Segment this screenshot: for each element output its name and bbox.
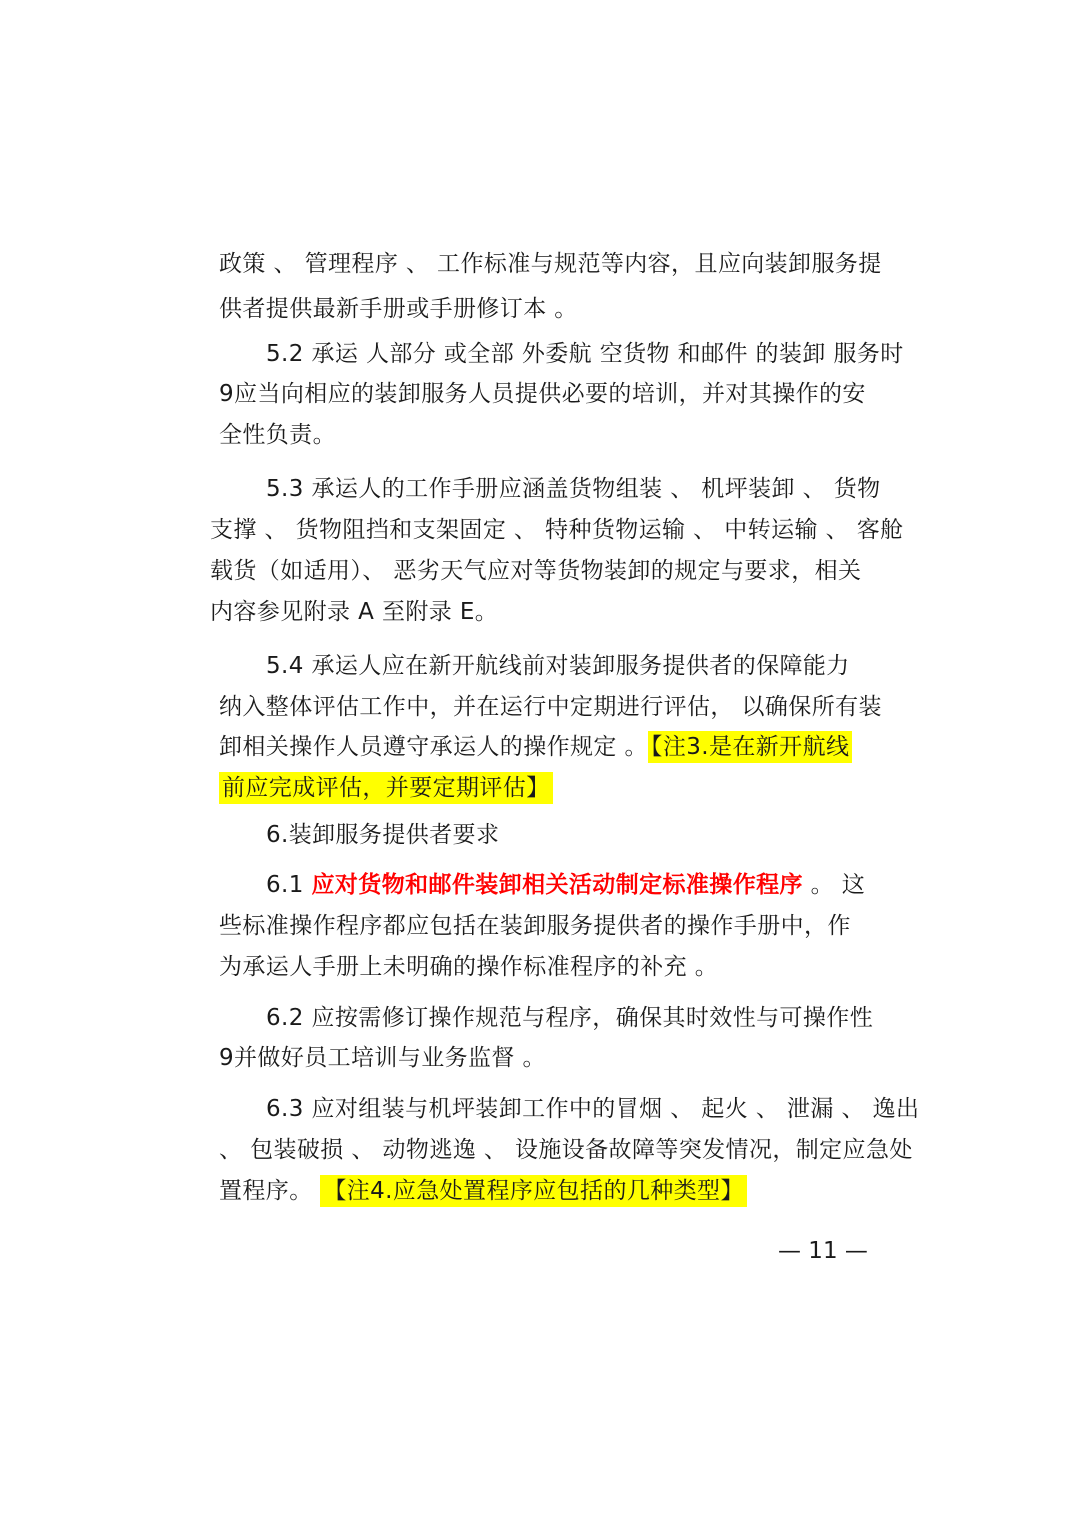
line-text: 5.2 承运 人部分 或全部 外委航 空货物 和邮件 的装卸 服务时 xyxy=(266,341,904,367)
line-text: 置程序。 xyxy=(219,1178,321,1204)
text-line xyxy=(266,870,865,900)
text-line xyxy=(219,952,718,982)
line-text: 6.装卸服务提供者要求 xyxy=(266,822,500,848)
text-line xyxy=(219,692,882,722)
text-line xyxy=(219,773,553,803)
text-line xyxy=(219,294,578,324)
text-line xyxy=(219,732,852,762)
line-text: 5.3 承运人的工作手册应涵盖货物组装 、 机坪装卸 、 货物 xyxy=(266,476,881,502)
highlighted-note: 前应完成评估，并要定期评估】 xyxy=(219,772,553,804)
section-heading xyxy=(266,820,499,850)
line-text: 载货（如适用）、 恶劣天气应对等货物装卸的规定与要求，相关 xyxy=(210,558,862,584)
line-text: 卸相关操作人员遵守承运人的操作规定 。 xyxy=(219,734,648,760)
highlighted-note: 【注4.应急处置程序应包括的几种类型】 xyxy=(320,1175,747,1207)
text-line xyxy=(219,1043,546,1073)
line-text: 政策 、 管理程序 、 工作标准与规范等内容，且应向装卸服务提 xyxy=(219,251,882,277)
line-text: 支撑 、 货物阻挡和支架固定 、 特种货物运输 、 中转运输 、 客舱 xyxy=(210,517,904,543)
line-text: 为承运人手册上未明确的操作标准程序的补充 。 xyxy=(219,954,719,980)
line-text: 些标准操作程序都应包括在装卸服务提供者的操作手册中，作 xyxy=(219,913,851,939)
line-text: 9应当向相应的装卸服务人员提供必要的培训，并对其操作的安 xyxy=(219,381,866,407)
text-line xyxy=(219,249,882,279)
text-line xyxy=(266,339,904,369)
line-text: 、 包装破损 、 动物逃逸 、 设施设备故障等突发情况，制定应急处 xyxy=(219,1137,913,1163)
text-line xyxy=(219,1176,747,1206)
red-emphasis-text: 应对货物和邮件装卸相关活动制定标准操作程序 xyxy=(311,872,803,898)
text-line xyxy=(219,911,851,941)
text-line xyxy=(219,379,866,409)
text-line xyxy=(266,1094,919,1124)
text-line xyxy=(210,597,498,627)
highlighted-note: 【注3.是在新开航线 xyxy=(648,731,852,763)
text-line xyxy=(266,651,850,681)
text-line xyxy=(219,1135,913,1165)
text-line xyxy=(210,556,861,586)
line-text: 内容参见附录 A 至附录 E。 xyxy=(210,599,499,625)
text-line xyxy=(266,474,881,504)
line-text: 供者提供最新手册或手册修订本 。 xyxy=(219,296,578,322)
line-text: 9并做好员工培训与业务监督 。 xyxy=(219,1045,546,1071)
line-text: 5.4 承运人应在新开航线前对装卸服务提供者的保障能力 xyxy=(266,653,850,679)
line-text: 纳入整体评估工作中，并在运行中定期进行评估， 以确保所有装 xyxy=(219,694,882,720)
page-number: — 11 — xyxy=(778,1238,868,1264)
line-text: 6.1 xyxy=(266,872,312,898)
text-line xyxy=(266,1003,873,1033)
line-text: 。 这 xyxy=(802,872,866,898)
line-text: 全性负责。 xyxy=(219,422,336,448)
text-line xyxy=(219,420,336,450)
text-line xyxy=(210,515,904,545)
line-text: 6.3 应对组装与机坪装卸工作中的冒烟 、 起火 、 泄漏 、 逸出 xyxy=(266,1096,920,1122)
line-text: 6.2 应按需修订操作规范与程序，确保其时效性与可操作性 xyxy=(266,1005,874,1031)
